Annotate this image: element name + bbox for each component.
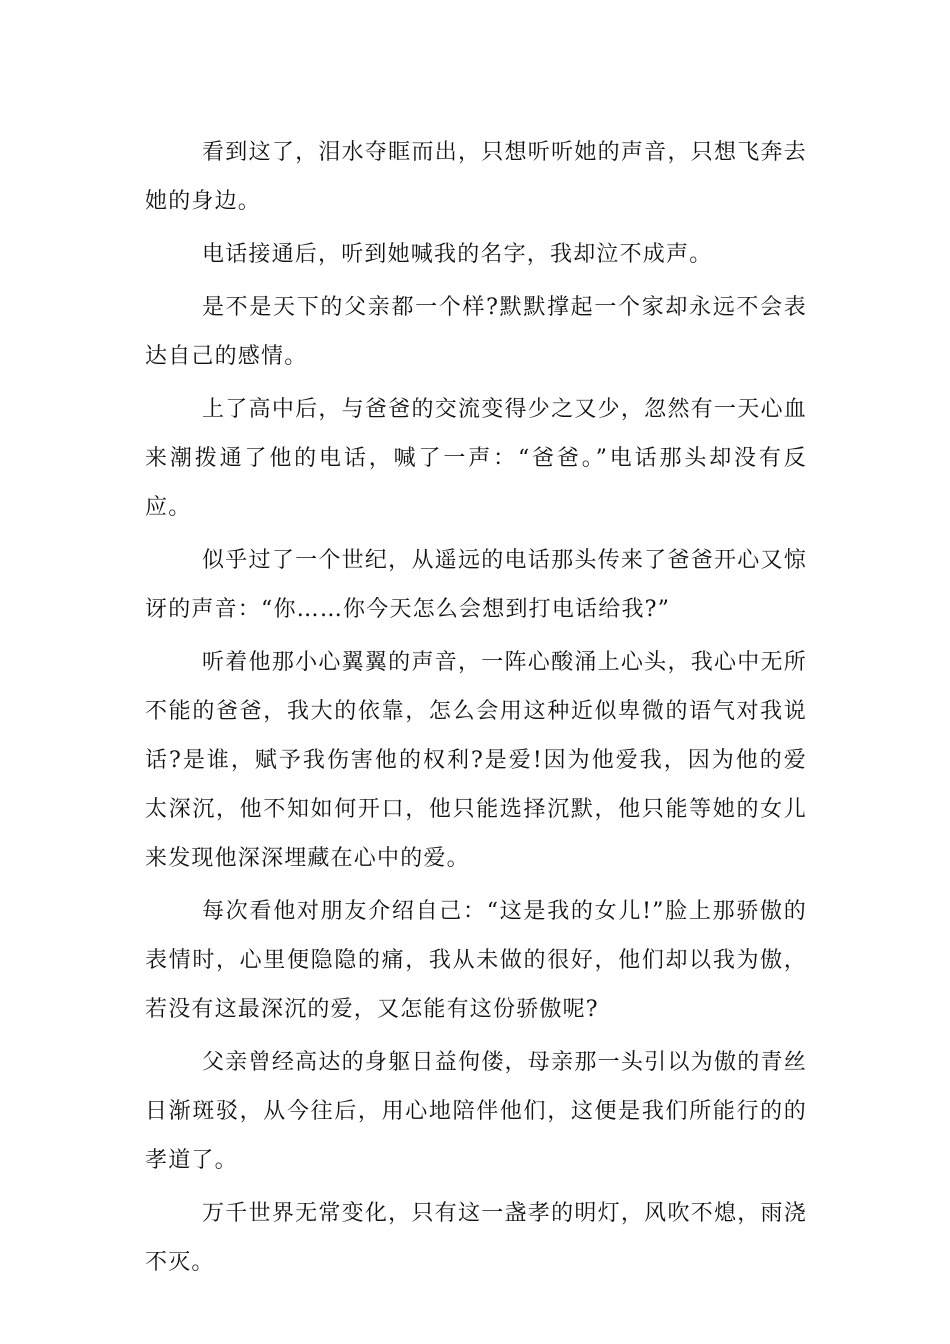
paragraph-2: 电话接通后，听到她喊我的名字，我却泣不成声。 [202, 242, 713, 267]
paragraph-8: 父亲曾经高达的身躯日益佝偻，母亲那一头引以为傲的青丝日渐斑驳，从今往后，用心地陪伴他们，这便是我们所能行的的孝道了。 [145, 1050, 807, 1173]
paragraph-5: 似乎过了一个世纪，从遥远的电话那头传来了爸爸开心又惊讶的声音：“你……你今天怎么会想到打电话给我?” [145, 548, 807, 622]
paragraph-4: 上了高中后，与爸爸的交流变得少之又少，忽然有一天心血来潮拨通了他的电话，喊了一声：“爸爸。”电话那头却没有反应。 [145, 397, 807, 520]
paragraph-3: 是不是天下的父亲都一个样?默默撑起一个家却永远不会表达自己的感情。 [145, 295, 807, 369]
paragraph-1: 看到这了，泪水夺眶而出，只想听听她的声音，只想飞奔去她的身边。 [145, 140, 807, 214]
paragraph-9: 万千世界无常变化，只有这一盏孝的明灯，风吹不熄，雨浇不灭。 [145, 1201, 807, 1275]
document-body [145, 128, 807, 1291]
paragraph-6: 听着他那小心翼翼的声音，一阵心酸涌上心头，我心中无所不能的爸爸，我大的依靠，怎么会用这种近似卑微的语气对我说话?是谁，赋予我伤害他的权利?是爱!因为他爱我，因为他的爱太深沉，他不知如何开口，他只能选择沉默，他只能等她的女儿来发现他深深埋藏在心中的爱。 [145, 650, 807, 871]
paragraph-7: 每次看他对朋友介绍自己：“这是我的女儿!”脸上那骄傲的表情时，心里便隐隐的痛，我从未做的很好，他们却以我为傲，若没有这最深沉的爱，又怎能有这份骄傲呢? [145, 899, 807, 1022]
